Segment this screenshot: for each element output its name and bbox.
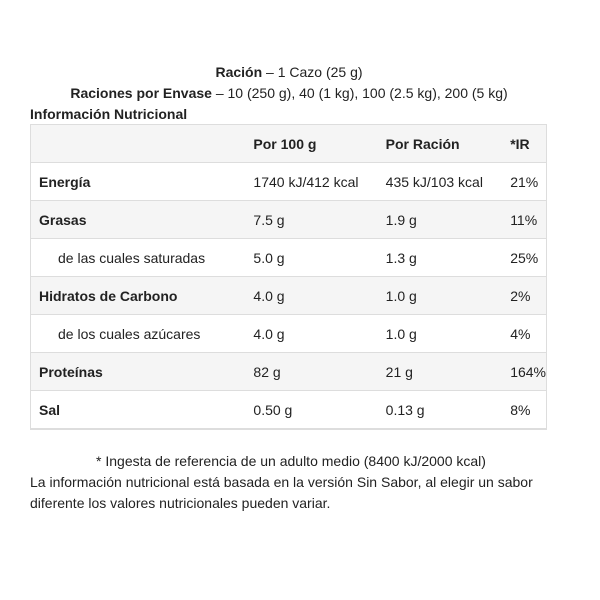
table-row [31,201,547,239]
nutrient-name: Sal [31,391,254,430]
value-reference-intake: 25% [510,239,546,277]
value-reference-intake: 4% [510,315,546,353]
value-reference-intake: 11% [510,201,546,239]
header-per-100g: Por 100 g [253,125,385,163]
table-row [31,239,547,277]
servings-per-container-value: – 10 (250 g), 40 (1 kg), 100 (2.5 kg), 200 (5 kg) [211,85,508,101]
servings-per-container-label: Raciones por Envase [70,85,212,101]
nutrient-subname: de las cuales saturadas [31,239,254,277]
nutrient-name: Grasas [31,201,254,239]
value-per-100g: 5.0 g [253,239,385,277]
table-header-row [31,125,547,163]
value-per-serving: 21 g [386,353,511,391]
servings-per-container [0,83,578,103]
value-per-100g: 4.0 g [253,277,385,315]
value-per-100g: 1740 kJ/412 kcal [253,163,385,201]
value-per-serving: 1.0 g [386,315,511,353]
serving-size [0,62,578,82]
nutrient-name: Hidratos de Carbono [31,277,254,315]
value-reference-intake: 8% [510,391,546,430]
table-row [31,391,547,430]
nutrient-name: Energía [31,163,254,201]
value-per-100g: 0.50 g [253,391,385,430]
table-row [31,315,547,353]
table-row [31,163,547,201]
nutrition-info-title: Información Nutricional [30,106,188,122]
nutrient-name: Proteínas [31,353,254,391]
reference-intake-note: * Ingesta de referencia de un adulto medio (8400 kJ/2000 kcal) [96,453,486,469]
value-reference-intake: 21% [510,163,546,201]
table-row [31,277,547,315]
value-per-serving: 1.0 g [386,277,511,315]
value-reference-intake: 164% [510,353,546,391]
nutrition-table [30,124,547,430]
table-row [31,353,547,391]
flavor-disclaimer: La información nutricional está basada en la versión Sin Sabor, al elegir un sabor diferente los valores nutricionales pueden variar. [30,474,533,511]
nutrient-subname: de los cuales azúcares [31,315,254,353]
serving-size-value: – 1 Cazo (25 g) [262,64,363,80]
value-per-serving: 0.13 g [386,391,511,430]
serving-size-label: Ración [215,64,263,80]
header-reference-intake: *IR [510,125,546,163]
value-reference-intake: 2% [510,277,546,315]
value-per-100g: 4.0 g [253,315,385,353]
value-per-serving: 435 kJ/103 kcal [386,163,511,201]
header-nutrient [31,125,254,163]
value-per-100g: 7.5 g [253,201,385,239]
value-per-serving: 1.3 g [386,239,511,277]
value-per-100g: 82 g [253,353,385,391]
header-per-serving: Por Ración [386,125,511,163]
value-per-serving: 1.9 g [386,201,511,239]
